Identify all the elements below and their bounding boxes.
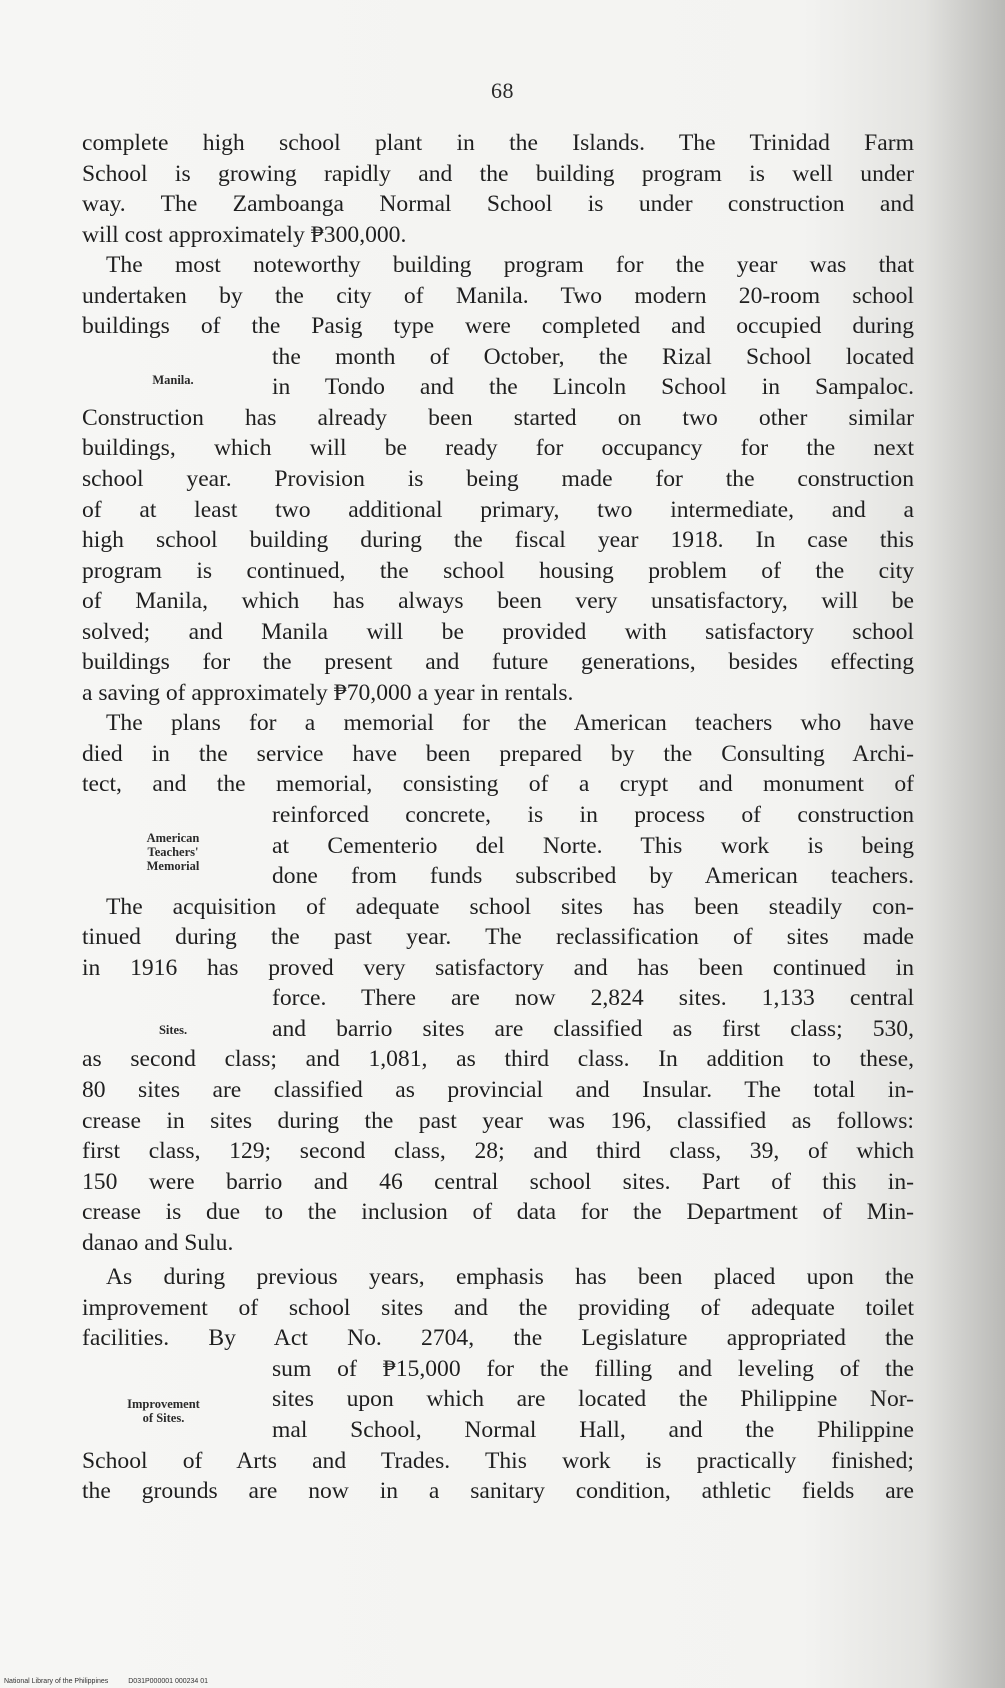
- text-line: the month of October, the Rizal School located: [272, 343, 914, 370]
- text-line: danao and Sulu.: [82, 1229, 234, 1256]
- text-line: died in the service have been prepared by the Consulting Archi-: [82, 740, 914, 767]
- text-line: high school building during the fiscal year 1918. In case this: [82, 527, 914, 554]
- text-line: program is continued, the school housing problem of the city: [82, 557, 914, 584]
- text-line: first class, 129; second class, 28; and third class, 39, of which: [82, 1138, 914, 1165]
- text-line: and barrio sites are classified as first class; 530,: [272, 1015, 914, 1042]
- footer-library: National Library of the Philippines: [4, 1678, 109, 1685]
- footer-code: D031P000001 000234 01: [128, 1678, 209, 1685]
- text-line: mal School, Normal Hall, and the Philippine: [272, 1416, 914, 1443]
- side-note-improvement-of-sites: Improvement of Sites.: [127, 1397, 200, 1425]
- text-line: at Cementerio del Norte. This work is being: [272, 832, 914, 859]
- side-note-american-teachers-memorial: American Teachers' Memorial: [146, 831, 200, 873]
- text-line: 80 sites are classified as provincial and Insular. The total in-: [82, 1076, 914, 1103]
- text-line: School of Arts and Trades. This work is practically finished;: [82, 1447, 914, 1474]
- text-line: complete high school plant in the Islands. The Trinidad Farm: [82, 130, 914, 156]
- text-line: Construction has already been started on two other similar: [82, 404, 914, 431]
- text-line: sum of ₱15,000 for the filling and leveling of the: [272, 1355, 914, 1382]
- text-line: way. The Zamboanga Normal School is under construction and: [82, 191, 914, 218]
- side-note-sites: Sites.: [158, 1023, 188, 1037]
- text-line: in Tondo and the Lincoln School in Sampaloc.: [272, 374, 914, 401]
- text-line: tinued during the past year. The reclassification of sites made: [82, 924, 914, 951]
- text-line: As during previous years, emphasis has been placed upon the: [106, 1264, 914, 1291]
- text-line: School is growing rapidly and the building program is well under: [82, 160, 914, 187]
- scan-footer: [4, 1678, 226, 1685]
- text-line: of at least two additional primary, two intermediate, and a: [82, 496, 914, 523]
- text-line: buildings, which will be ready for occupancy for the next: [82, 435, 914, 462]
- text-line: sites upon which are located the Philippine Nor-: [272, 1386, 914, 1413]
- text-line: 150 were barrio and 46 central school sites. Part of this in-: [82, 1168, 914, 1195]
- text-line: buildings of the Pasig type were completed and occupied during: [82, 313, 914, 340]
- text-line: a saving of approximately ₱70,000 a year in rentals.: [82, 679, 574, 706]
- text-line: of Manila, which has always been very unsatisfactory, will be: [82, 588, 914, 615]
- text-line: the grounds are now in a sanitary condition, athletic fields are: [82, 1478, 914, 1505]
- side-note-manila: Manila.: [152, 373, 194, 387]
- text-line: undertaken by the city of Manila. Two modern 20-room school: [82, 282, 914, 309]
- text-line: tect, and the memorial, consisting of a crypt and monument of: [82, 771, 914, 798]
- text-line: facilities. By Act No. 2704, the Legislature appropriated the: [82, 1325, 914, 1352]
- text-line: buildings for the present and future generations, besides effecting: [82, 649, 914, 676]
- text-line: will cost approximately ₱300,000.: [82, 221, 407, 248]
- text-line: reinforced concrete, is in process of construction: [272, 802, 914, 829]
- text-line: The plans for a memorial for the American teachers who have: [106, 710, 914, 737]
- text-line: The most noteworthy building program for the year was that: [106, 252, 914, 279]
- text-line: improvement of school sites and the providing of adequate toilet: [82, 1294, 914, 1321]
- text-line: school year. Provision is being made for the construction: [82, 466, 914, 493]
- text-line: The acquisition of adequate school sites has been steadily con-: [106, 893, 914, 920]
- text-line: as second class; and 1,081, as third class. In addition to these,: [82, 1046, 914, 1073]
- text-line: force. There are now 2,824 sites. 1,133 central: [272, 985, 914, 1012]
- body-text: [82, 128, 914, 1507]
- text-line: done from funds subscribed by American teachers.: [272, 863, 914, 890]
- page-number: 68: [491, 78, 514, 103]
- text-line: solved; and Manila will be provided with satisfactory school: [82, 618, 914, 645]
- text-line: in 1916 has proved very satisfactory and has been continued in: [82, 954, 914, 981]
- text-line: crease is due to the inclusion of data for the Department of Min-: [82, 1199, 914, 1226]
- text-line: crease in sites during the past year was 196, classified as follows:: [82, 1107, 914, 1134]
